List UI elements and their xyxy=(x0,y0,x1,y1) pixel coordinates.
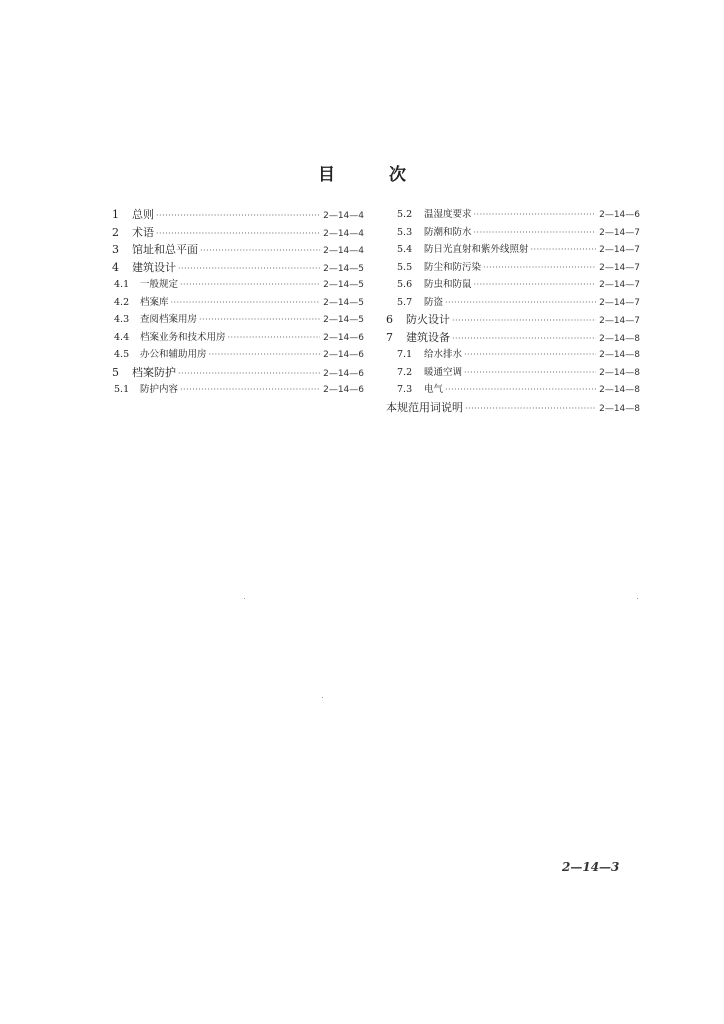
scan-speck xyxy=(637,598,638,599)
toc-entry[interactable] xyxy=(112,329,364,347)
toc-entry[interactable] xyxy=(112,241,364,259)
toc-entry-label: 防盗 xyxy=(424,296,444,308)
toc-leader-dots xyxy=(199,311,320,329)
toc-entry-page: 2—14—5 xyxy=(323,297,364,308)
toc-entry-page: 2—14—8 xyxy=(599,333,640,344)
toc-entry[interactable] xyxy=(386,206,640,224)
toc-entry-page: 2—14—8 xyxy=(599,403,640,414)
toc-leader-dots xyxy=(445,381,596,399)
toc-entry-label: 暖通空调 xyxy=(424,366,463,378)
toc-leader-dots xyxy=(228,329,321,347)
toc-entry-label: 给水排水 xyxy=(424,349,463,360)
toc-entry-number: 5.3 xyxy=(397,226,413,238)
toc-entry-number: 4 xyxy=(112,260,119,274)
toc-entry-page: 2—14—6 xyxy=(599,210,640,220)
footer-page-number: 2—14—3 xyxy=(562,860,620,874)
toc-leader-dots xyxy=(178,365,320,382)
toc-entry[interactable] xyxy=(112,276,364,294)
toc-entry-number: 3 xyxy=(112,243,119,256)
toc-entry[interactable] xyxy=(112,381,364,399)
toc-entry[interactable] xyxy=(386,259,640,277)
toc-entry-page: 2—14—7 xyxy=(599,227,640,238)
title-part-2: 次 xyxy=(389,165,406,185)
toc-entry-page: 2—14—7 xyxy=(599,262,640,273)
scan-speck xyxy=(322,697,323,698)
toc-entry-number: 4.2 xyxy=(114,296,130,308)
toc-leader-dots xyxy=(474,276,597,294)
toc-entry-number: 5.7 xyxy=(397,296,413,308)
toc-entry[interactable] xyxy=(386,329,640,347)
toc-entry[interactable] xyxy=(386,399,640,417)
title-part-1: 目 xyxy=(318,165,335,185)
toc-leader-dots xyxy=(156,225,320,242)
toc-entry-label: 防潮和防水 xyxy=(424,226,472,238)
toc-entry[interactable] xyxy=(386,276,640,294)
toc-entry-page: 2—14—8 xyxy=(599,350,640,360)
toc-entry-label: 防尘和防污染 xyxy=(424,261,482,273)
toc-leader-dots xyxy=(464,346,596,364)
toc-leader-dots xyxy=(465,400,596,417)
toc-entry[interactable] xyxy=(112,259,364,277)
page-title xyxy=(0,160,724,185)
toc-entry[interactable] xyxy=(386,294,640,312)
toc-entry-label: 建筑设备 xyxy=(406,330,450,344)
toc-entry-label: 电气 xyxy=(424,384,444,395)
toc-entry-label: 建筑设计 xyxy=(132,260,176,274)
toc-entry-page: 2—14—6 xyxy=(323,350,364,360)
toc-left-column xyxy=(112,206,364,399)
toc-entry-label: 总则 xyxy=(132,208,154,221)
toc-entry-label: 防虫和防鼠 xyxy=(424,279,472,290)
toc-entry-label: 术语 xyxy=(132,225,154,239)
toc-entry-number: 5.2 xyxy=(397,209,413,220)
toc-right-column xyxy=(386,206,640,416)
toc-entry-number: 1 xyxy=(112,208,119,221)
toc-entry-number: 6 xyxy=(386,313,393,326)
toc-entry-label: 档案业务和技术用房 xyxy=(140,331,226,343)
toc-leader-dots xyxy=(474,224,597,242)
toc-entry[interactable] xyxy=(112,364,364,382)
toc-leader-dots xyxy=(171,294,321,312)
toc-entry-page: 2—14—6 xyxy=(323,385,364,395)
toc-entry-number: 7.3 xyxy=(397,384,413,395)
toc-entry-label: 查阅档案用房 xyxy=(140,314,198,325)
toc-entry[interactable] xyxy=(112,294,364,312)
toc-entry-page: 2—14—8 xyxy=(599,367,640,378)
toc-entry-page: 2—14—7 xyxy=(599,297,640,308)
toc-entry-label: 办公和辅助用房 xyxy=(140,349,207,360)
toc-entry-page: 2—14—7 xyxy=(599,316,640,326)
toc-entry-page: 2—14—7 xyxy=(599,280,640,290)
toc-entry-number: 4.3 xyxy=(114,314,130,325)
toc-entry[interactable] xyxy=(386,241,640,259)
toc-entry-page: 2—14—5 xyxy=(323,263,364,274)
toc-entry[interactable] xyxy=(112,206,364,224)
toc-entry-page: 2—14—4 xyxy=(323,246,364,256)
toc-entry-label: 档案库 xyxy=(140,296,169,308)
toc-entry-number: 4.1 xyxy=(114,279,130,290)
toc-leader-dots xyxy=(531,241,597,259)
toc-entry-label: 温湿度要求 xyxy=(424,209,472,220)
toc-leader-dots xyxy=(180,276,320,294)
toc-entry-label: 本规范用词说明 xyxy=(386,400,463,414)
toc-entry-label: 防火设计 xyxy=(406,313,450,326)
toc-entry-page: 2—14—5 xyxy=(323,315,364,325)
toc-entry-label: 一般规定 xyxy=(140,279,179,290)
toc-entry-label: 馆址和总平面 xyxy=(132,243,198,256)
toc-entry-page: 2—14—4 xyxy=(323,228,364,239)
toc-entry[interactable] xyxy=(112,346,364,364)
toc-entry-label: 防护内容 xyxy=(140,384,179,395)
toc-leader-dots xyxy=(483,259,596,277)
toc-leader-dots xyxy=(474,206,597,224)
toc-entry[interactable] xyxy=(112,311,364,329)
toc-entry-page: 2—14—6 xyxy=(323,332,364,343)
toc-entry-number: 5.1 xyxy=(114,384,130,395)
toc-entry-page: 2—14—5 xyxy=(323,280,364,290)
toc-entry-page: 2—14—4 xyxy=(323,211,364,221)
toc-entry[interactable] xyxy=(386,346,640,364)
toc-entry[interactable] xyxy=(386,224,640,242)
toc-entry-number: 5.6 xyxy=(397,279,413,290)
toc-leader-dots xyxy=(156,207,320,224)
toc-entry-number: 7.2 xyxy=(397,366,413,378)
scan-speck xyxy=(244,598,245,599)
toc-entry-number: 7 xyxy=(386,330,393,344)
toc-entry-number: 5 xyxy=(112,365,119,379)
toc-entry-number: 2 xyxy=(112,225,119,239)
toc-entry-label: 防日光直射和紫外线照射 xyxy=(424,244,529,255)
toc-entry-number: 5.4 xyxy=(397,244,413,255)
toc-entry[interactable] xyxy=(386,381,640,399)
toc-entry[interactable] xyxy=(386,364,640,382)
toc-entry-number: 4.4 xyxy=(114,331,130,343)
toc-leader-dots xyxy=(452,330,596,347)
toc-entry[interactable] xyxy=(112,224,364,242)
toc-entry-label: 档案防护 xyxy=(132,365,176,379)
toc-leader-dots xyxy=(445,294,596,312)
toc-entry-page: 2—14—6 xyxy=(323,368,364,379)
toc-leader-dots xyxy=(200,242,320,259)
toc-entry-page: 2—14—8 xyxy=(599,385,640,395)
toc-entry-number: 5.5 xyxy=(397,261,413,273)
toc-leader-dots xyxy=(464,364,596,382)
toc-entry[interactable] xyxy=(386,311,640,329)
toc-entry-number: 4.5 xyxy=(114,349,130,360)
toc-leader-dots xyxy=(178,260,320,277)
toc-leader-dots xyxy=(209,346,321,364)
toc-leader-dots xyxy=(452,312,596,329)
toc-entry-number: 7.1 xyxy=(397,349,413,360)
toc-entry-page: 2—14—7 xyxy=(599,245,640,255)
toc-leader-dots xyxy=(180,381,320,399)
